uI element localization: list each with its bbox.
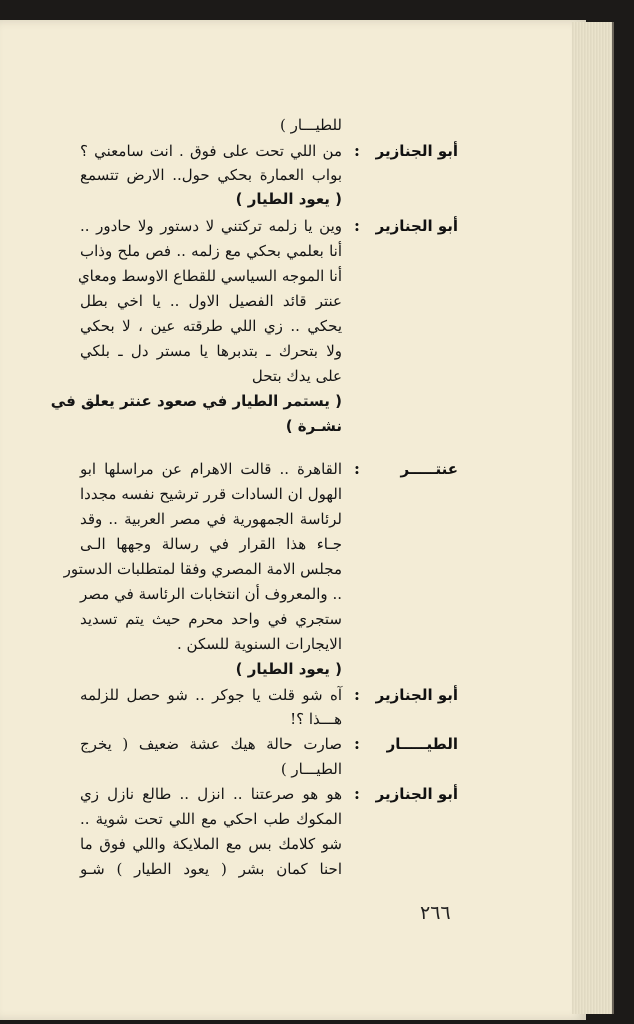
speaker-abu-2: أبو الجنازير: [375, 217, 458, 235]
speaker-abu-1: أبو الجنازير: [375, 142, 458, 160]
text-line: احنا كمان بشر ( يعود الطيار ) شـو: [80, 860, 342, 878]
text-line: من اللي تحت على فوق . انت سامعني ؟: [80, 142, 342, 160]
text-line: عنتر قائد الفصيل الاول .. يا اخي بطل: [80, 292, 342, 310]
colon: :: [354, 216, 360, 235]
speaker-antar: عنتـــــر: [400, 460, 458, 478]
text-line: لرئاسة الجمهورية في مصر العربية .. وقد: [80, 510, 342, 528]
text-line: الطيـــار ): [280, 760, 342, 778]
text-line: المكوك طب احكي مع اللي تحت شوية ..: [80, 810, 342, 828]
text-line: جـاء هذا القرار في رسالة وجهها الـى: [80, 535, 342, 553]
page-number: ٢٦٦: [420, 902, 451, 924]
colon: :: [354, 734, 360, 753]
text-line: هو هو صرعتنا .. انزل .. طالع نازل زي: [80, 785, 342, 803]
text-line: .. والمعروف أن انتخابات الرئاسة في مصر: [80, 585, 342, 603]
text-line: آه شو قلت يا جوكر .. شو حصل للزلمه: [80, 686, 342, 704]
stage-direction: ( يستمر الطيار في صعود عنتر يعلق في: [50, 392, 342, 410]
colon: :: [354, 459, 360, 478]
page-edges: [572, 22, 614, 1014]
stage-direction: ( يعود الطيار ): [235, 660, 342, 678]
text-line: شو كلامك بس مع الملايكة واللي فوق ما: [80, 835, 342, 853]
stage-direction: نشـرة ): [285, 417, 342, 435]
colon: :: [354, 141, 360, 160]
text-line: على يدك بتحل: [251, 367, 342, 385]
stage-direction: ( يعود الطيار ): [235, 190, 342, 208]
text-line: أنا الموجه السياسي للقطاع الاوسط ومعاي: [77, 267, 342, 285]
colon: :: [354, 685, 360, 704]
text-line: الايجارات السنوية للسكن .: [177, 635, 342, 653]
text-line: بواب العمارة بحكي حول.. الارض تتسمع: [80, 166, 342, 184]
speaker-abu-4: أبو الجنازير: [375, 785, 458, 803]
text-line: هـــذا ؟!: [290, 710, 342, 728]
text-line: صارت حالة هيك عشة ضعيف ( يخرج: [80, 735, 342, 753]
text-line: وين يا زلمه تركتني لا دستور ولا حادور ..: [80, 217, 342, 235]
speaker-tayyar: الطيـــــار: [386, 735, 458, 753]
text-line: مجلس الامة المصري وفقا لمتطلبات الدستور: [63, 560, 342, 578]
text-line: أنا بعلمي بحكي مع زلمه .. فص ملح وذاب: [80, 242, 342, 260]
colon: :: [354, 784, 360, 803]
text-line: يحكي .. زي اللي طرقته عين ، لا بحكي: [80, 317, 342, 335]
speaker-abu-3: أبو الجنازير: [375, 686, 458, 704]
text-line: الهول ان السادات قرر ترشيح نفسه مجددا: [80, 485, 342, 503]
text-line: ستجري في واحد محرم حيث يتم تسديد: [80, 610, 342, 628]
text-line: ولا بتحرك ـ بتدبرها يا مستر دل ـ بلكي: [80, 342, 342, 360]
text-line: للطيـــار ): [280, 116, 342, 134]
text-line: القاهرة .. قالت الاهرام عن مراسلها ابو: [80, 460, 342, 478]
